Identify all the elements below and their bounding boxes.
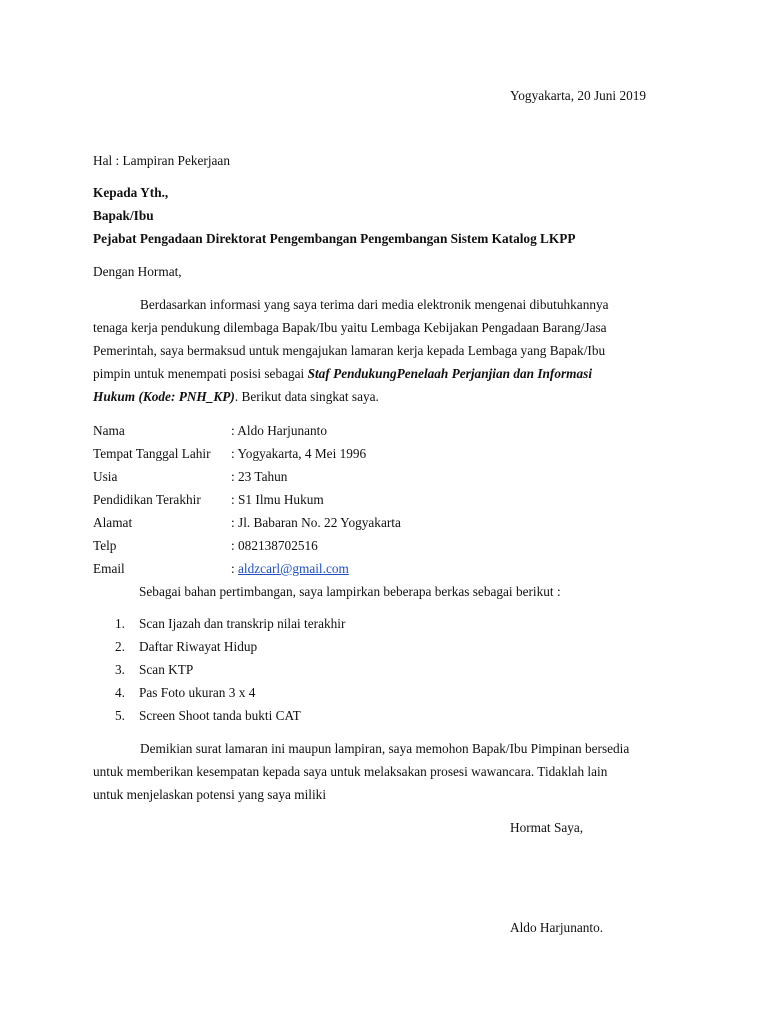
- subject-line: Hal : Lampiran Pekerjaan: [93, 153, 230, 168]
- list-number: 5.: [115, 708, 125, 723]
- data-label: Tempat Tanggal Lahir: [93, 446, 211, 461]
- data-value: : 082138702516: [231, 538, 318, 553]
- paragraph-line: untuk memberikan kesempatan kepada saya untuk melaksakan prosesi wawancara. Tidaklah lain: [93, 764, 608, 779]
- paragraph-text: . Berikut data singkat saya.: [234, 389, 379, 404]
- list-number: 1.: [115, 616, 125, 631]
- email-link[interactable]: aldzcarl@gmail.com: [238, 561, 349, 576]
- data-value: : S1 Ilmu Hukum: [231, 492, 324, 507]
- position-code: Hukum (Kode: PNH_KP): [93, 389, 235, 404]
- recipient-line-1: Kepada Yth.,: [93, 185, 169, 200]
- list-text: Screen Shoot tanda bukti CAT: [139, 708, 301, 723]
- data-label: Pendidikan Terakhir: [93, 492, 201, 507]
- data-label: Nama: [93, 423, 125, 438]
- data-label: Alamat: [93, 515, 133, 530]
- data-label: Email: [93, 561, 125, 576]
- closing-salutation: Hormat Saya,: [510, 820, 584, 835]
- data-label: Telp: [93, 538, 117, 553]
- list-number: 2.: [115, 639, 125, 654]
- paragraph-line: tenaga kerja pendukung dilembaga Bapak/Ibu yaitu Lembaga Kebijakan Pengadaan Barang/Jasa: [93, 320, 607, 335]
- data-label: Usia: [93, 469, 118, 484]
- paragraph-text: pimpin untuk menempati posisi sebagai: [93, 366, 308, 381]
- position-title: Staf PendukungPenelaah Perjanjian dan Informasi: [307, 366, 593, 381]
- place-date: Yogyakarta, 20 Juni 2019: [510, 88, 647, 103]
- paragraph-line: Pemerintah, saya bermaksud untuk mengajukan lamaran kerja kepada Lembaga yang Bapak/Ibu: [93, 343, 606, 358]
- data-value: : Yogyakarta, 4 Mei 1996: [231, 446, 367, 461]
- paragraph-line: [93, 389, 379, 405]
- attachments-intro: Sebagai bahan pertimbangan, saya lampirkan beberapa berkas sebagai berikut :: [139, 584, 561, 599]
- paragraph-line: Demikian surat lamaran ini maupun lampiran, saya memohon Bapak/Ibu Pimpinan bersedia: [140, 741, 630, 756]
- paragraph-line: Berdasarkan informasi yang saya terima dari media elektronik mengenai dibutuhkannya: [140, 297, 609, 312]
- data-value: : 23 Tahun: [231, 469, 288, 484]
- paragraph-line: untuk menjelaskan potensi yang saya miliki: [93, 787, 327, 802]
- recipient-line-2: Bapak/Ibu: [93, 208, 154, 223]
- data-value: : Jl. Babaran No. 22 Yogyakarta: [231, 515, 401, 530]
- list-text: Pas Foto ukuran 3 x 4: [139, 685, 256, 700]
- data-value: : Aldo Harjunanto: [231, 423, 328, 438]
- email-prefix: :: [231, 561, 239, 576]
- data-value: [231, 561, 349, 577]
- paragraph-line: [93, 366, 592, 382]
- list-number: 4.: [115, 685, 125, 700]
- list-text: Daftar Riwayat Hidup: [139, 639, 258, 654]
- recipient-line-3: Pejabat Pengadaan Direktorat Pengembangan Pengembangan Sistem Katalog LKPP: [93, 231, 576, 246]
- list-text: Scan KTP: [139, 662, 194, 677]
- list-number: 3.: [115, 662, 125, 677]
- greeting: Dengan Hormat,: [93, 264, 182, 279]
- signature-name: Aldo Harjunanto.: [510, 920, 604, 935]
- list-text: Scan Ijazah dan transkrip nilai terakhir: [139, 616, 346, 631]
